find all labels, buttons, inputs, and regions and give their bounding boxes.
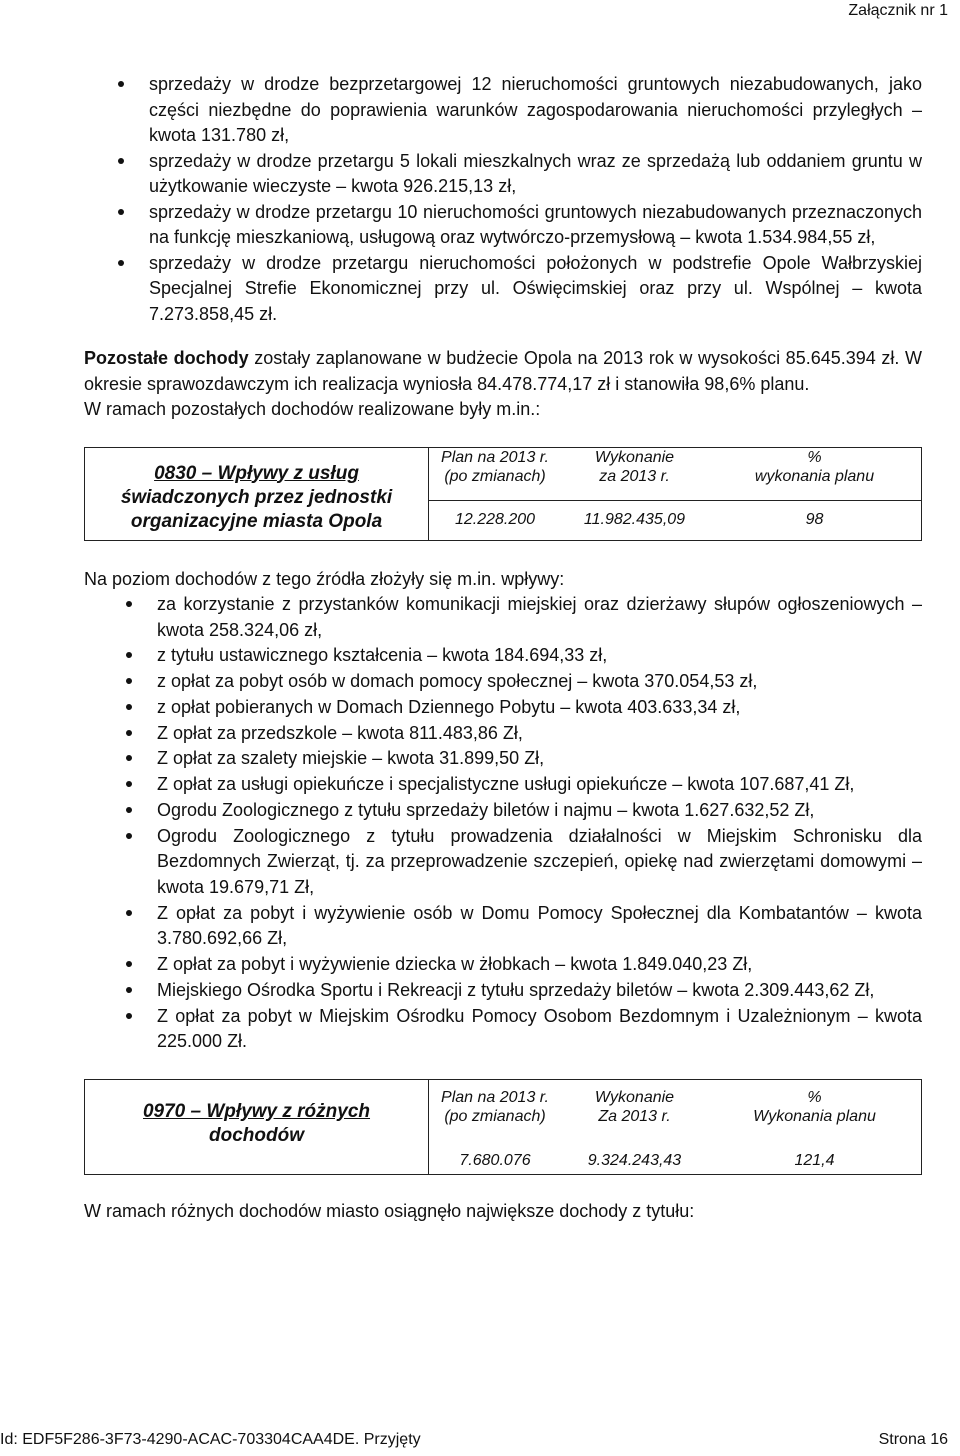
list-item: z opłat pobieranych w Domach Dziennego Pobytu – kwota 403.633,34 zł, — [84, 695, 922, 721]
document-body — [84, 72, 922, 1224]
list-item: Z opłat za pobyt i wyżywienie dziecka w żłobkach – kwota 1.849.040,23 Zł, — [84, 952, 922, 978]
col-plan-header: Plan na 2013 r. — [441, 448, 549, 466]
list-item: sprzedaży w drodze bezprzetargowej 12 nieruchomości gruntowych niezabudowanych, jako części niezbędne do poprawienia warunków zagospodarowania nieruchomości przyległych – kwota 131.780 zł, — [84, 72, 922, 149]
list-item: Z opłat za pobyt i wyżywienie osób w Domu Pomocy Społecznej dla Kombatantów – kwota 3.780.692,66 Zł, — [84, 901, 922, 952]
list-item: sprzedaży w drodze przetargu nieruchomości położonych w podstrefie Opole Wałbrzyskiej Specjalnej Strefie Ekonomicznej przy ul. Oświęcimskiej oraz przy ul. Wspólnej – kwota 7.273.858,45 zł. — [84, 251, 922, 328]
exec-value: 11.982.435,09 — [583, 510, 686, 528]
list-item: sprzedaży w drodze przetargu 10 nieruchomości gruntowych niezabudowanych przeznaczonych na funkcję mieszkaniową, usługową oraz wytwórczo-przemysłową – kwota 1.534.984,55 zł, — [84, 200, 922, 251]
pct-value: 121,4 — [794, 1151, 835, 1169]
table-0830 — [84, 447, 922, 541]
col-pct-subheader: wykonania planu — [754, 467, 875, 485]
list-item: z opłat za pobyt osób w domach pomocy społecznej – kwota 370.054,53 zł, — [84, 669, 922, 695]
list-item: za korzystanie z przystanków komunikacji miejskiej oraz dzierżawy słupów ogłoszeniowych – kwota 258.324,06 zł, — [84, 592, 922, 643]
table-0830-title — [85, 447, 429, 540]
list-item: Miejskiego Ośrodka Sportu i Rekreacji z tytułu sprzedaży biletów – kwota 2.309.443,62 Zł, — [84, 978, 922, 1004]
col-pct-subheader: Wykonania planu — [753, 1107, 876, 1125]
col-exec-subheader: za 2013 r. — [599, 467, 670, 485]
list-item: Ogrodu Zoologicznego z tytułu prowadzenia działalności w Miejskim Schronisku dla Bezdomnych Zwierząt, tj. za przeprowadzenie szczepień, opiekę nad zwierzętami domowymi – kwota 19.679,71 Zł, — [84, 824, 922, 901]
table-0830-title-line: świadczonych przez jednostki — [120, 486, 393, 508]
other-income-heading: Pozostałe dochody — [84, 348, 249, 368]
sources-intro: Na poziom dochodów z tego źródła złożyły się m.in. wpływy: — [84, 568, 565, 589]
table-0970-title-line: dochodów — [209, 1124, 304, 1146]
table-0970 — [84, 1079, 922, 1175]
attachment-label: Załącznik nr 1 — [848, 2, 948, 19]
exec-value: 9.324.243,43 — [587, 1151, 682, 1169]
other-income-text: zostały zaplanowane w budżecie Opola na 2013 rok w wysokości 85.645.394 zł. W okresie sprawozdawczym ich realizacja wyniosła 84.478.774,17 zł i stanowiła 98,6% planu. — [84, 348, 922, 394]
table-0970-title-line: 0970 – Wpływy z różnych — [142, 1100, 371, 1122]
plan-value: 7.680.076 — [459, 1151, 531, 1169]
col-plan-subheader: (po zmianach) — [444, 1107, 546, 1125]
col-plan-subheader: (po zmianach) — [444, 467, 546, 485]
table-0970-data — [429, 1079, 922, 1174]
list-item: Z opłat za szalety miejskie – kwota 31.899,50 Zł, — [84, 746, 922, 772]
page-number: Strona 16 — [878, 1431, 948, 1448]
col-plan-header: Plan na 2013 r. — [441, 1088, 549, 1106]
income-sources-list — [84, 592, 922, 1055]
list-item: Z opłat za pobyt w Miejskim Ośrodku Pomocy Osobom Bezdomnym i Uzależnionym – kwota 225.000 Zł. — [84, 1004, 922, 1055]
various-income-intro: W ramach różnych dochodów miasto osiągnęło największe dochody z tytułu: — [84, 1200, 695, 1221]
list-item: z tytułu ustawicznego kształcenia – kwota 184.694,33 zł, — [84, 643, 922, 669]
col-exec-header: Wykonanie — [594, 448, 675, 466]
table-0830-title-line: organizacyjne miasta Opola — [130, 510, 383, 532]
document-id: Id: EDF5F286-3F73-4290-ACAC-703304CAA4DE. Przyjęty — [0, 1431, 421, 1448]
plan-value: 12.228.200 — [454, 510, 536, 528]
list-item: Ogrodu Zoologicznego z tytułu sprzedaży biletów i najmu – kwota 1.627.632,52 Zł, — [84, 798, 922, 824]
pct-value: 98 — [805, 510, 824, 528]
col-exec-header: Wykonanie — [594, 1088, 675, 1106]
list-item: Z opłat za przedszkole – kwota 811.483,86 Zł, — [84, 721, 922, 747]
realized-intro: W ramach pozostałych dochodów realizowane były m.in.: — [84, 399, 541, 419]
list-item: Z opłat za usługi opiekuńcze i specjalistyczne usługi opiekuńcze – kwota 107.687,41 Zł, — [84, 772, 922, 798]
table-0830-data — [429, 447, 922, 540]
page-footer — [0, 1431, 948, 1449]
list-item: sprzedaży w drodze przetargu 5 lokali mieszkalnych wraz ze sprzedażą lub oddaniem gruntu w użytkowanie wieczyste – kwota 926.215,13 zł, — [84, 149, 922, 200]
table-0970-title — [85, 1079, 429, 1174]
col-pct-header: % — [807, 448, 822, 466]
sales-list — [84, 72, 922, 327]
table-0830-title-line: 0830 – Wpływy z usług — [154, 462, 359, 484]
col-exec-subheader: Za 2013 r. — [598, 1107, 671, 1125]
col-pct-header: % — [807, 1088, 822, 1106]
other-income-paragraph — [84, 346, 922, 397]
